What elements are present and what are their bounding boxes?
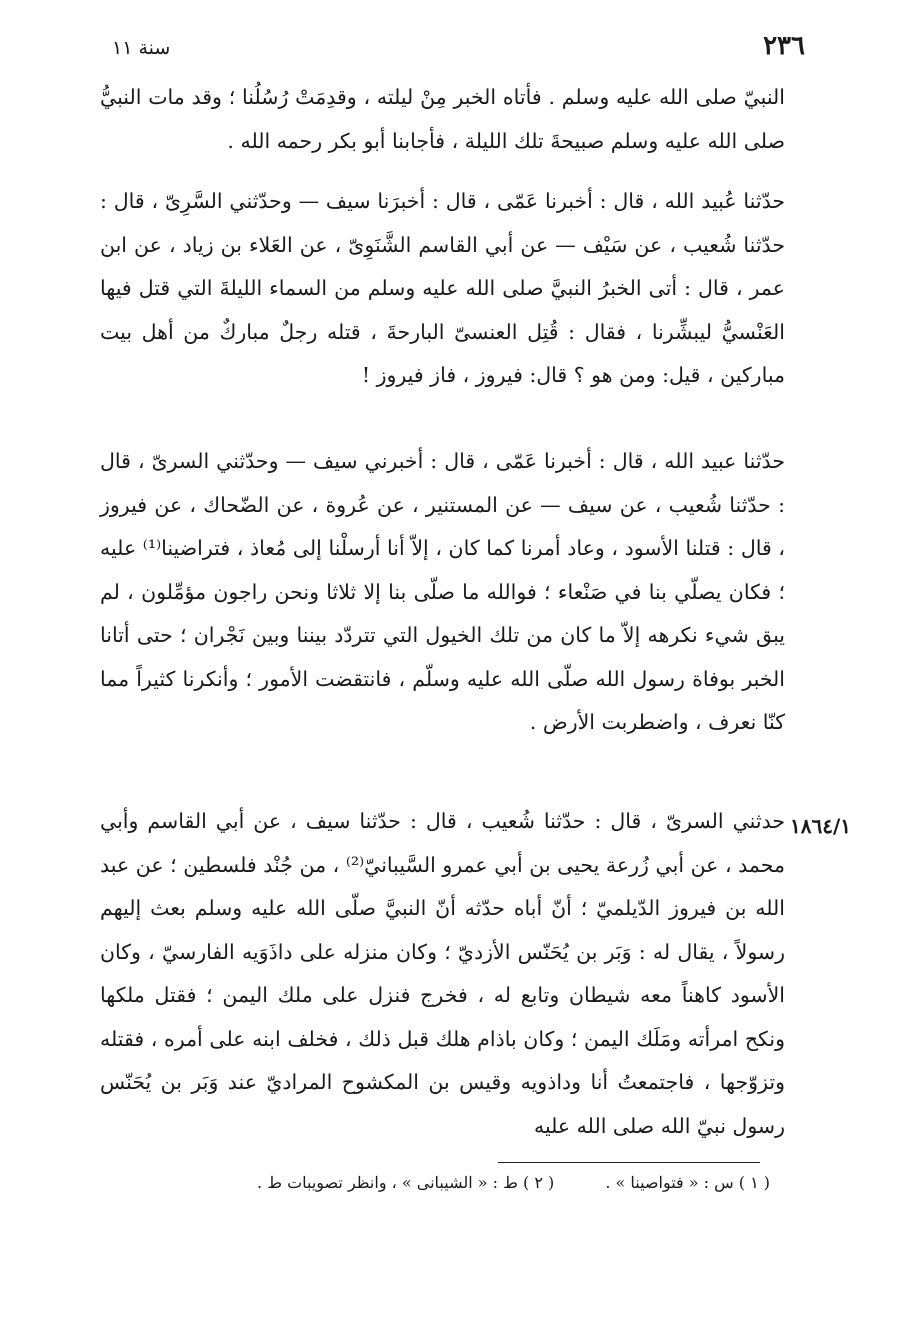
paragraph-4	[100, 800, 785, 1148]
footnotes	[150, 1172, 770, 1194]
paragraph-3	[100, 440, 785, 745]
running-header-year: سنة ١١	[112, 37, 171, 59]
footnote-2: ( ٢ ) ط : « الشيبانى » ، وانظر تصويبات ط .	[257, 1173, 555, 1192]
margin-reference-number: ١٨٦٤/١	[790, 814, 852, 838]
paragraph-2	[100, 180, 785, 398]
paragraph-1	[100, 76, 785, 163]
paragraph-text: حدّثنا عبيد الله ، قال : أخبرنا عَمّى ، قال : أخبرني سيف — وحدّثني السرىّ ، قال : حدّثنا شُعيب ، عن سيف — عن المستنير ، عن عُروة ، عن الضّحاك ، عن فيروز ، قال : قتلنا الأسود ، وعاد أمرنا كما كان ، إلاّ أنا أرسلْنا إلى مُعاذ ، فتراضينا⁽¹⁾ عليه ؛ فكان يصلّي بنا في صَنْعاء ؛ فوالله ما صلّى بنا إلا ثلاثا ونحن راجون مؤمِّلون ، لم يبق شيء نكرهه إلاّ ما كان من تلك الخيول التي تتردّد بيننا وبين نَجْران ؛ حتى أتانا الخبر بوفاة رسول الله صلّى الله عليه وسلّم ، فانتقضت الأمور ؛ وأنكرنا كثيراً مما كنّا نعرف ، واضطربت الأرض .	[100, 449, 785, 734]
paragraph-text: النبيّ صلى الله عليه وسلم . فأتاه الخبر مِنْ ليلته ، وقدِمَتْ رُسُلُنا ؛ وقد مات النبيُّ صلى الله عليه وسلم صبيحةَ تلك الليلة ، فأجابنا أبو بكر رحمه الله .	[100, 85, 785, 153]
paragraph-text: حدّثنا عُبيد الله ، قال : أخبرنا عَمّى ، قال : أخبرَنا سيف — وحدّثني السَّرِىّ ، قال : حدّثنا شُعيب ، عن سَيْف — عن أبي القاسم الشَّنَوِىّ ، عن العَلاء بن زياد ، عن ابن عمر ، قال : أتى الخبرُ النبيَّ صلى الله عليه وسلم من السماء الليلةَ التي قتل فيها العَنْسيُّ ليبشِّرنا ، فقال : قُتِل العنسىّ البارحةَ ، قتله رجلٌ مباركٌ من أهل بيت مباركين ، قيل: ومن هو ؟ قال: فيروز ، فاز فيروز !	[100, 189, 785, 387]
page-number: ٢٣٦	[763, 31, 805, 61]
footnote-1: ( ١ ) س : « فتواصينا » .	[605, 1173, 770, 1192]
paragraph-text: حدثني السرىّ ، قال : حدّثنا شُعيب ، قال : حدّثنا سيف ، عن أبي القاسم وأبي محمد ، عن أبي زُرعة يحيى بن أبي عمرو السَّيبانيّ⁽²⁾ ، من جُنْد فلسطين ؛ عن عبد الله بن فيروز الدّيلميّ ؛ أنّ أباه حدّثه أنّ النبيَّ صلّى الله عليه وسلم بعث إليهم رسولاً ، يقال له : وَبَر بن يُحَنّس الأزديّ ؛ وكان منزله على داذَوَيه الفارسيّ ، وكان الأسود كاهناً معه شيطان وتابع له ، فخرج فنزل على ملك اليمن ؛ فقتل ملكها ونكح امرأته ومَلَك اليمن ؛ وكان باذام هلك قبل ذلك ، فخلف ابنه على أمره ، فقتله وتزوّجها ، فاجتمعتُ أنا وداذويه وقيس بن المكشوح المراديّ عند وَبَر بن يُحَنّس رسول نبيّ الله صلى الله عليه	[100, 809, 786, 1138]
footnote-divider	[498, 1162, 760, 1163]
